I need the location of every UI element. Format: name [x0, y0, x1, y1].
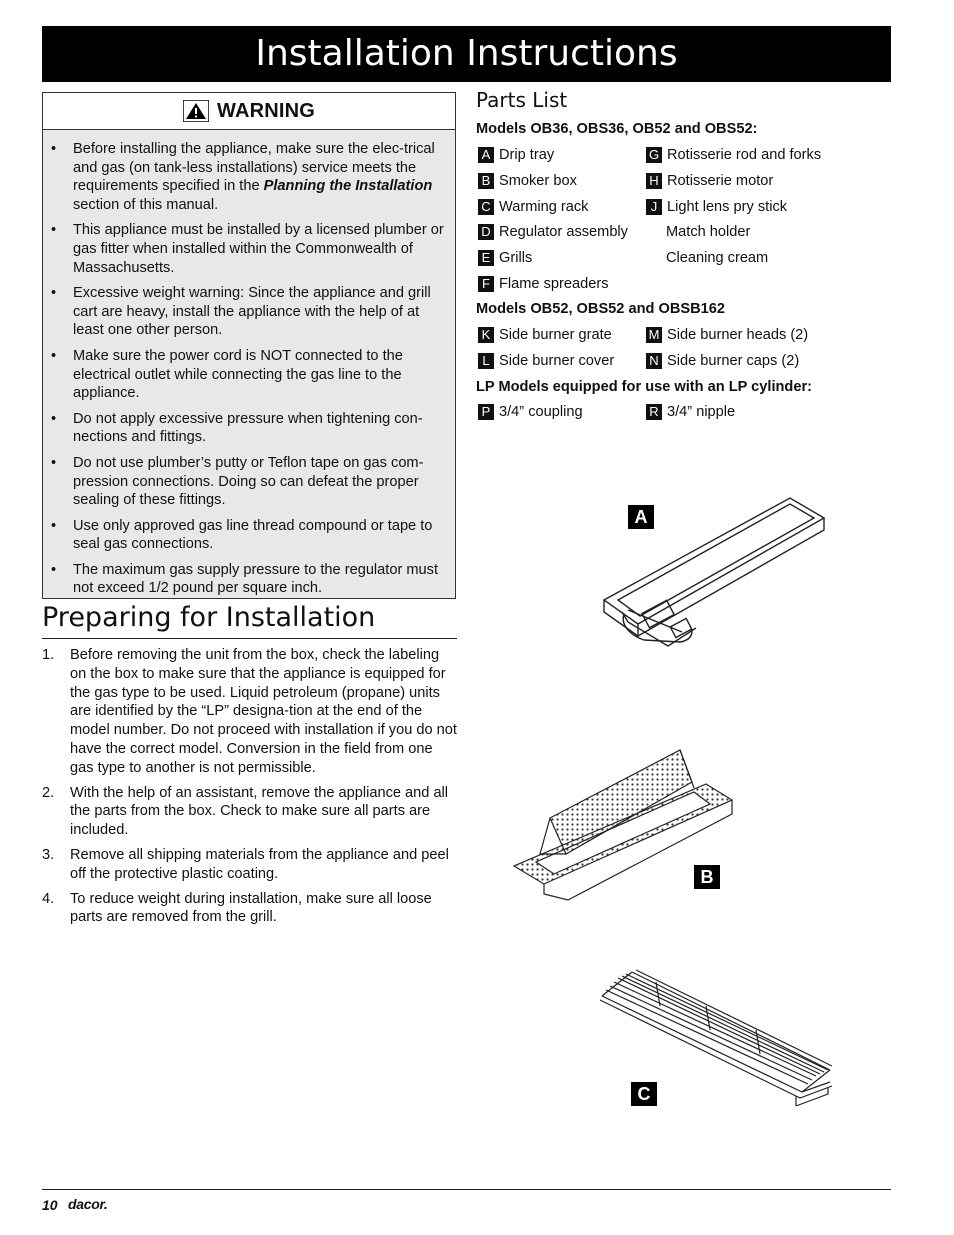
part-item: A Drip tray	[478, 146, 554, 164]
parts-list-heading: Parts List	[476, 88, 568, 112]
warning-item: • The maximum gas supply pressure to the regulator must not exceed 1/2 pound per square inch.	[51, 561, 439, 597]
warning-item: • Do not apply excessive pressure when tightening con-nections and fittings.	[51, 410, 423, 446]
part-item: H Rotisserie motor	[646, 172, 773, 190]
parts-group-heading: LP Models equipped for use with an LP cylinder:	[476, 379, 812, 395]
warning-box	[42, 92, 456, 599]
part-item: M Side burner heads (2)	[646, 326, 808, 344]
part-item: P 3/4” coupling	[478, 403, 583, 421]
drip-tray-illustration	[598, 494, 838, 662]
warning-triangle-icon	[183, 100, 209, 122]
warning-item: • Excessive weight warning: Since the appliance and grill cart are heavy, install the appliance with the help of at least one other person.	[51, 285, 431, 339]
page-title: Installation Instructions	[42, 26, 891, 82]
warning-item: • Use only approved gas line thread compound or tape to seal gas connections.	[51, 517, 433, 553]
figure-label-b: B	[694, 865, 720, 889]
warning-item: • Do not use plumber’s putty or Teflon tape on gas com-pression connections. Doing so can defeat the proper sealing of these fittings.	[51, 454, 424, 509]
section-heading-preparing: Preparing for Installation	[42, 600, 457, 639]
parts-group-heading: Models OB36, OBS36, OB52 and OBS52:	[476, 121, 758, 137]
part-item: B Smoker box	[478, 172, 577, 190]
footer-rule	[42, 1189, 891, 1190]
warning-item: • Make sure the power cord is NOT connected to the electrical outlet while connecting the gas line to the appliance.	[51, 347, 403, 402]
part-item: Match holder	[666, 224, 751, 240]
brand-logo: dacor.	[68, 1196, 108, 1212]
page-number: 10	[42, 1197, 58, 1213]
part-item: E Grills	[478, 249, 532, 267]
warning-list	[43, 130, 455, 598]
step-item: 3. Remove all shipping materials from the appliance and peel off the protective plastic coating.	[42, 846, 449, 882]
warning-header	[43, 93, 455, 130]
preparing-steps	[42, 646, 457, 933]
part-item: R 3/4” nipple	[646, 403, 735, 421]
figure-label-c: C	[631, 1082, 657, 1106]
warning-title: WARNING	[216, 99, 316, 122]
part-item: J Light lens pry stick	[646, 198, 787, 216]
part-item: N Side burner caps (2)	[646, 352, 799, 370]
smoker-box-illustration	[510, 742, 760, 902]
step-item: 2. With the help of an assistant, remove the appliance and all the parts from the box. Check to make sure all parts are included.	[42, 784, 449, 839]
part-item: Cleaning cream	[666, 250, 769, 266]
part-item: D Regulator assembly	[478, 223, 628, 241]
part-item: L Side burner cover	[478, 352, 614, 370]
parts-group-heading: Models OB52, OBS52 and OBSB162	[476, 301, 725, 317]
step-item: 1. Before removing the unit from the box, check the labeling on the box to make sure that the appliance is equipped for the gas type to be used. Liquid petroleum (propane) units are identified by the “LP” designa-tion at the end of the model number. Do not proceed with installation if you do not have the correct model. Conversion in the field from one gas type to another is not permissible.	[42, 647, 457, 776]
step-item: 4. To reduce weight during installation, make sure all loose parts are removed from the grill.	[42, 890, 432, 926]
warning-item: • This appliance must be installed by a licensed plumber or gas fitter when installed within the Commonwealth of Massachusetts.	[51, 222, 444, 276]
part-item: K Side burner grate	[478, 326, 612, 344]
part-item: F Flame spreaders	[478, 275, 609, 293]
part-item: G Rotisserie rod and forks	[646, 146, 821, 164]
part-item: C Warming rack	[478, 198, 588, 216]
figure-label-a: A	[628, 505, 654, 529]
warning-item: • Before installing the appliance, make sure the elec-trical and gas (on tank-less installations) service meets the requirements specified in the Planning the Installation section of this manual.	[51, 141, 435, 213]
